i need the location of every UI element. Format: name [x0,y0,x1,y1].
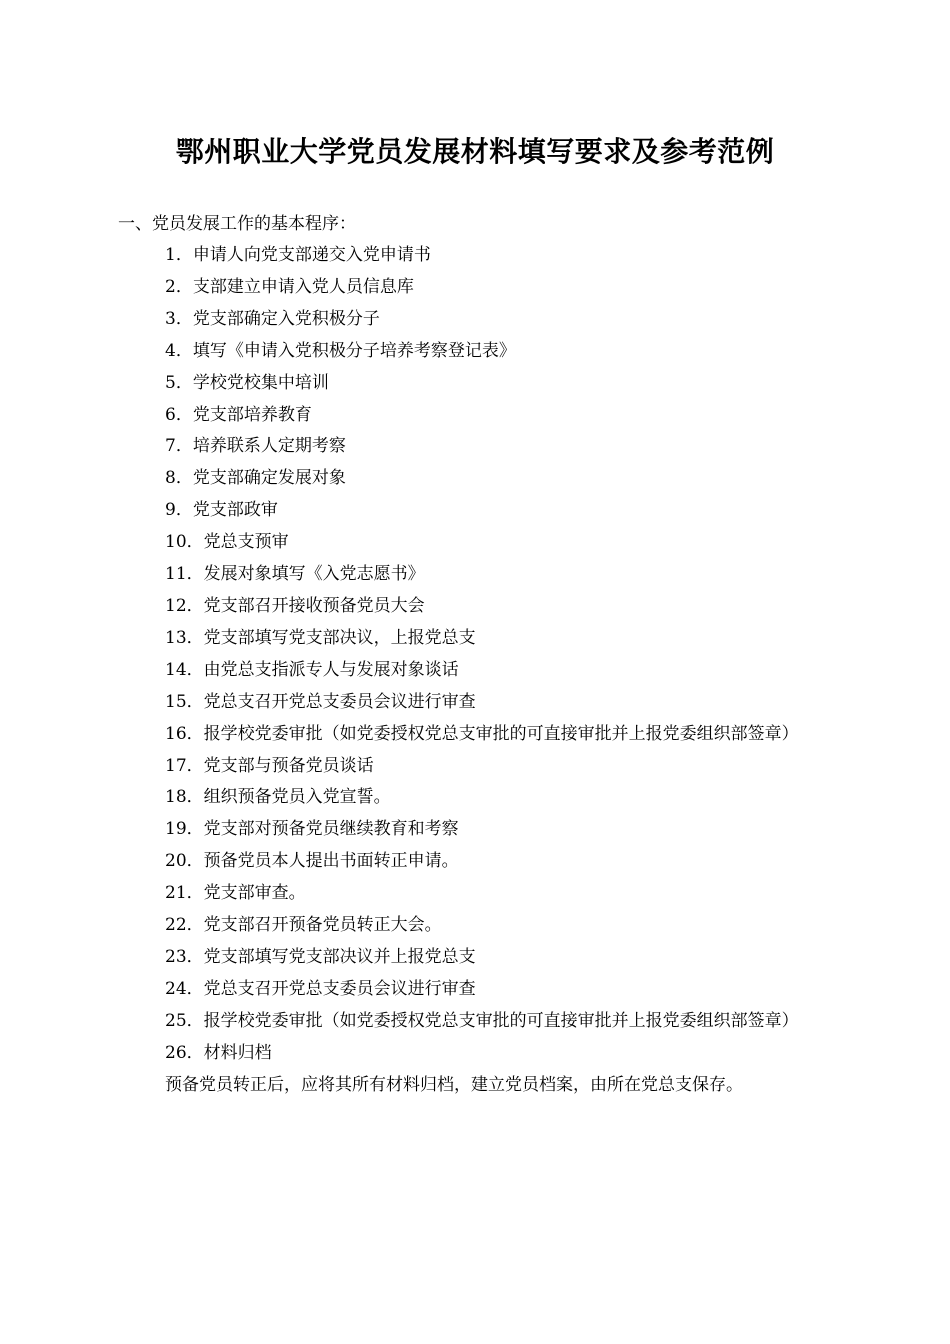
procedure-step [118,687,838,719]
step-text: 报学校党委审批（如党委授权党总支审批的可直接审批并上报党委组织部签章） [203,723,799,744]
step-text: 材料归档 [203,1042,272,1063]
document-title: 鄂州职业大学党员发展材料填写要求及参考范例 [175,135,775,168]
step-number: 16． [165,723,204,744]
procedure-step [118,591,838,623]
procedure-step [118,495,838,527]
procedure-step [118,623,838,655]
step-text: 党支部审查。 [203,883,306,904]
step-text: 填写《申请入党积极分子培养考察登记表》 [192,340,516,361]
procedure-step [118,814,838,846]
step-number: 22． [165,915,204,936]
procedure-step [118,463,838,495]
step-text: 党总支召开党总支委员会议进行审查 [203,978,476,999]
step-number: 9． [165,500,193,521]
step-text: 党支部填写党支部决议并上报党总支 [203,946,476,967]
step-number: 11． [165,564,204,585]
procedure-step [118,910,838,942]
procedure-step [118,782,838,814]
section-heading: 一、党员发展工作的基本程序： [118,214,356,234]
step-text: 培养联系人定期考察 [192,436,346,457]
step-text: 由党总支指派专人与发展对象谈话 [203,659,459,680]
step-number: 3． [165,308,193,329]
procedure-step [118,336,838,368]
closing-note: 预备党员转正后，应将其所有材料归档，建立党员档案，由所在党总支保存。 [165,1074,743,1095]
step-text: 党支部培养教育 [192,404,312,425]
procedure-step [118,1006,838,1038]
step-text: 党支部确定入党积极分子 [192,308,380,329]
step-number: 23． [165,946,204,967]
step-text: 组织预备党员入党宣誓。 [203,787,391,808]
step-number: 1． [165,245,193,265]
step-number: 8． [165,468,193,489]
procedure-step [118,559,838,591]
step-number: 5． [165,372,193,393]
step-text: 党总支预审 [203,532,289,553]
procedure-section [118,208,838,1101]
step-number: 12． [165,595,204,616]
step-number: 20． [165,851,204,872]
step-text: 党支部对预备党员继续教育和考察 [203,819,459,840]
step-number: 4． [165,340,193,361]
step-number: 26． [165,1042,204,1063]
step-text: 党支部确定发展对象 [192,468,346,489]
step-text: 党支部召开接收预备党员大会 [203,595,425,616]
procedure-step [118,942,838,974]
step-text: 报学校党委审批（如党委授权党总支审批的可直接审批并上报党委组织部签章） [203,1010,799,1031]
procedure-step [118,304,838,336]
procedure-step [118,272,838,304]
procedure-step [118,846,838,878]
step-number: 13． [165,627,204,648]
step-text: 预备党员本人提出书面转正申请。 [203,851,459,872]
step-number: 6． [165,404,193,425]
procedure-step [118,240,838,272]
step-number: 7． [165,436,193,457]
procedure-step [118,719,838,751]
step-text: 党支部与预备党员谈话 [203,755,374,776]
procedure-step [118,527,838,559]
procedure-step [118,655,838,687]
procedure-step [118,751,838,783]
procedure-step [118,974,838,1006]
step-number: 24． [165,978,204,999]
step-number: 10． [165,532,204,553]
step-number: 19． [165,819,204,840]
step-text: 发展对象填写《入党志愿书》 [203,564,425,585]
step-text: 党支部召开预备党员转正大会。 [203,915,442,936]
step-text: 学校党校集中培训 [192,372,329,393]
step-text: 党支部填写党支部决议，上报党总支 [203,627,476,648]
procedure-step [118,368,838,400]
step-number: 21． [165,883,204,904]
step-text: 党总支召开党总支委员会议进行审查 [203,691,476,712]
step-text: 申请人向党支部递交入党申请书 [192,245,431,265]
procedure-step [118,878,838,910]
step-number: 17． [165,755,204,776]
step-number: 18． [165,787,204,808]
step-number: 25． [165,1010,204,1031]
procedure-step [118,431,838,463]
step-number: 2． [165,276,193,297]
procedure-steps-list [118,240,838,1070]
procedure-step [118,400,838,432]
step-number: 14． [165,659,204,680]
step-text: 党支部政审 [192,500,278,521]
procedure-step [118,1038,838,1070]
step-text: 支部建立申请入党人员信息库 [192,276,414,297]
step-number: 15． [165,691,204,712]
